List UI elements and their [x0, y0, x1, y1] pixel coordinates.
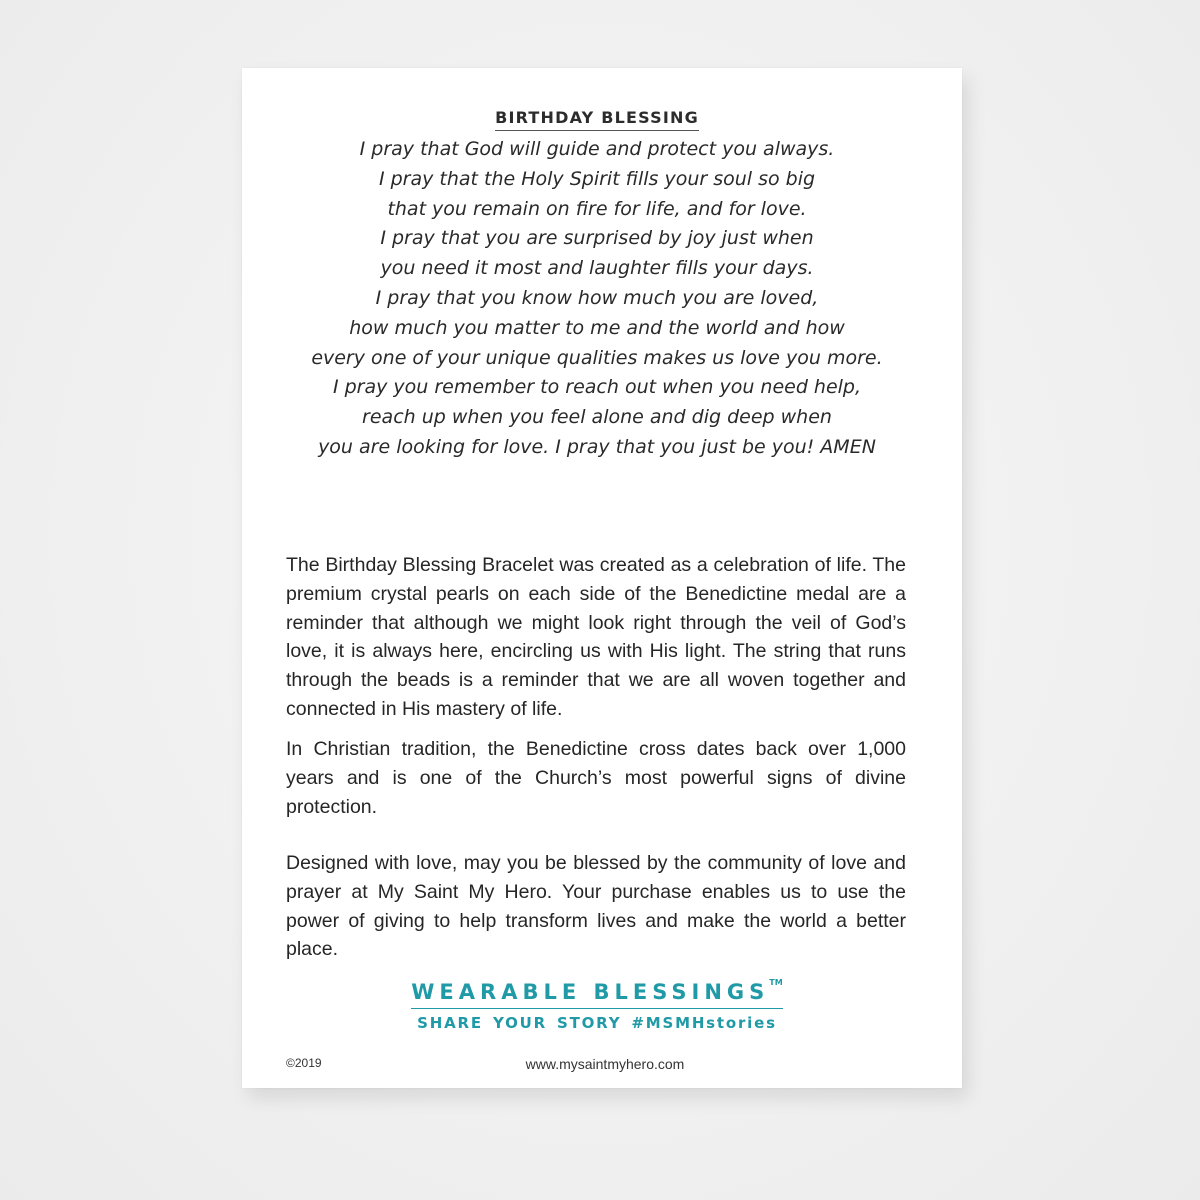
brand-tagline: SHARE YOUR STORY #MSMHstories: [417, 1014, 777, 1032]
prayer-line: how much you matter to me and the world and how: [349, 316, 845, 339]
prayer-line: I pray that you are surprised by joy just when: [380, 227, 814, 250]
prayer-line: I pray that you know how much you are loved,: [375, 286, 819, 309]
brand-block: [242, 980, 952, 1032]
description-paragraph-designed: Designed with love, may you be blessed by the community of love and prayer at My Saint My Hero. Your purchase enables us to use the power of giving to help transform lives and make the world a better place.: [286, 852, 906, 961]
description-paragraph-tradition: In Christian tradition, the Benedictine cross dates back over 1,000 years and is one of the Church’s most powerful signs of divine protection.: [286, 738, 906, 818]
prayer-text: [242, 135, 952, 463]
prayer-line: you are looking for love. I pray that you just be you! AMEN: [318, 435, 876, 458]
prayer-line: I pray that the Holy Spirit fills your soul so big: [378, 167, 816, 190]
website-url: www.mysaintmyhero.com: [525, 1056, 685, 1072]
blessing-title-wrap: [242, 108, 952, 131]
trademark-mark: TM: [769, 978, 783, 987]
prayer-line: that you remain on fire for life, and for love.: [387, 197, 807, 220]
description-paragraph-bracelet: The Birthday Blessing Bracelet was created as a celebration of life. The premium crystal pearls on each side of the Benedictine medal are a reminder that although we might look right through the veil of God’s love, it is always here, encircling us with His light. The string that runs through the beads is a reminder that we are all woven together and connected in His mastery of life.: [286, 554, 906, 720]
brand-name: WEARABLE BLESSINGS: [411, 980, 770, 1004]
copyright: ©2019: [286, 1056, 322, 1070]
prayer-line: every one of your unique qualities makes us love you more.: [311, 346, 883, 369]
prayer-line: reach up when you feel alone and dig deep when: [362, 406, 832, 429]
prayer-line: I pray that God will guide and protect you always.: [359, 138, 835, 160]
brand-name-wrap: [411, 980, 782, 1009]
blessing-card: [242, 68, 962, 1088]
prayer-line: I pray you remember to reach out when you need help,: [332, 376, 862, 399]
prayer-line: you need it most and laughter fills your days.: [380, 257, 814, 280]
blessing-title: BIRTHDAY BLESSING: [495, 108, 699, 131]
